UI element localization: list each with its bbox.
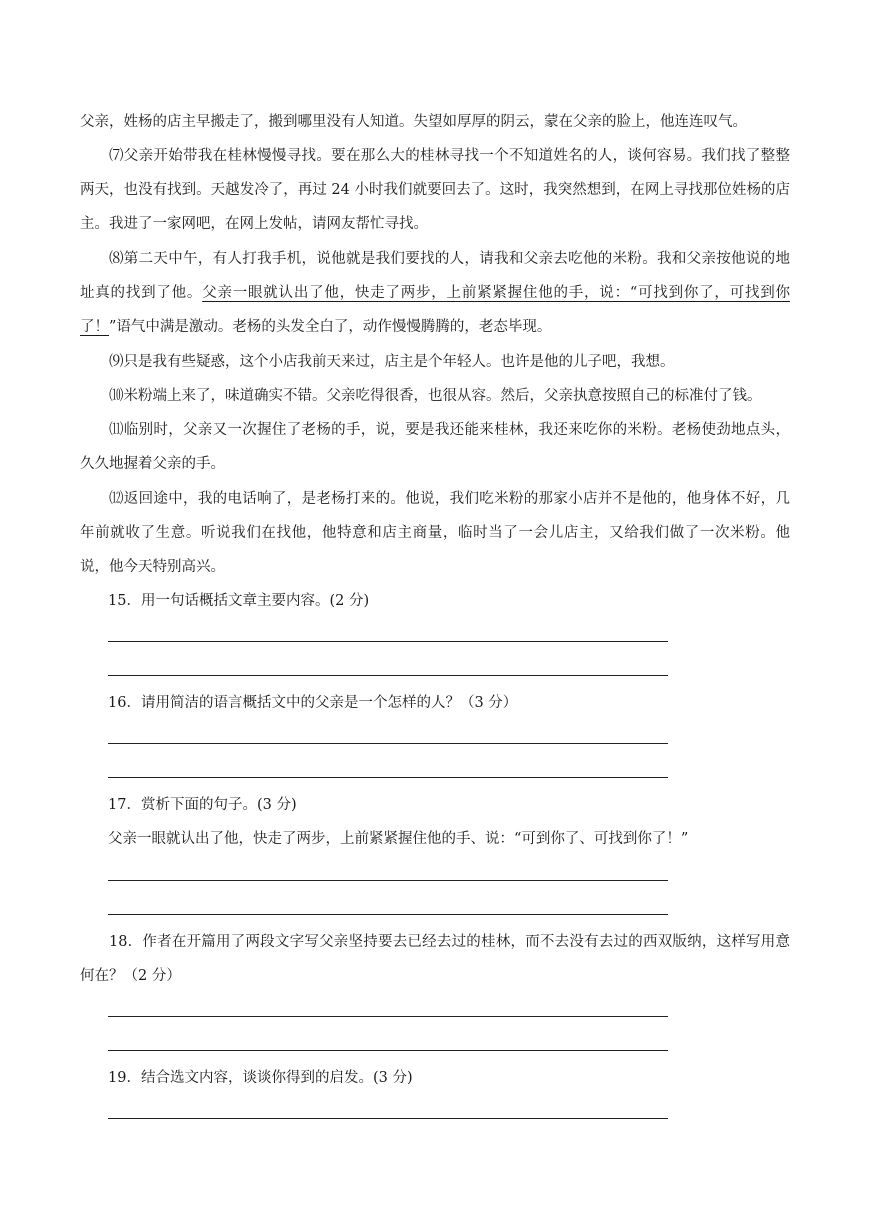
p8-lead-text: ⑻第二天中午，有人打我手机，说他就是我们要找的人，请我和父亲去吃他的米粉。我和父亲按他说的地址真的找到了他。 bbox=[80, 251, 790, 301]
answer-line[interactable] bbox=[108, 1050, 668, 1051]
answer-line[interactable] bbox=[108, 675, 668, 676]
passage-paragraph-7: ⑺父亲开始带我在桂林慢慢寻找。要在那么大的桂林寻找一个不知道姓名的人，谈何容易。我们找了整整两天，也没有找到。天越发冷了，再过 24 小时我们就要回去了。这时，我突然想到，在网上寻找那位姓杨的店主。我进了一家网吧，在网上发帖，请网友帮忙寻找。 bbox=[80, 148, 790, 232]
answer-line[interactable] bbox=[108, 743, 668, 744]
passage-paragraph-8 bbox=[80, 242, 790, 344]
question-15: 15．用一句话概括文章主要内容。(2 分) bbox=[108, 593, 370, 609]
question-19: 19．结合选文内容，谈谈你得到的启发。(3 分) bbox=[108, 1070, 413, 1086]
answer-line[interactable] bbox=[108, 641, 668, 642]
p8-underlined-sentence: 父亲一眼就认出了他，快走了两步，上前紧紧握住他的手，说：“可找到你了，可找到你了！ bbox=[80, 285, 790, 335]
passage-paragraph-9: ⑼只是我有些疑惑，这个小店我前天来过，店主是个年轻人。也许是他的儿子吧，我想。 bbox=[109, 354, 675, 370]
answer-line[interactable] bbox=[108, 914, 668, 915]
passage-paragraph-continued: 父亲，姓杨的店主早搬走了，搬到哪里没有人知道。失望如厚厚的阴云，蒙在父亲的脸上，他连连叹气。 bbox=[80, 114, 747, 130]
passage-paragraph-10: ⑽米粉端上来了，味道确实不错。父亲吃得很香，也很从容。然后，父亲执意按照自己的标准付了钱。 bbox=[109, 388, 762, 404]
answer-line[interactable] bbox=[108, 1118, 668, 1119]
answer-line[interactable] bbox=[108, 1016, 668, 1017]
question-17: 17．赏析下面的句子。(3 分) bbox=[108, 797, 297, 813]
question-17-sentence: 父亲一眼就认出了他，快走了两步，上前紧紧握住他的手、说：“可到你了、可找到你了！” bbox=[108, 831, 689, 847]
question-18: 18．作者在开篇用了两段文字写父亲坚持要去已经去过的桂林，而不去没有去过的西双版纳，这样写用意何在？（2 分） bbox=[80, 934, 790, 984]
passage-paragraph-12: ⑿返回途中，我的电话响了，是老杨打来的。他说，我们吃米粉的那家小店并不是他的，他身体不好，几年前就收了生意。听说我们在找他，他特意和店主商量，临时当了一会儿店主，又给我们做了一次米粉。他说，他今天特别高兴。 bbox=[80, 491, 790, 575]
question-16: 16．请用简洁的语言概括文中的父亲是一个怎样的人？（3 分） bbox=[108, 695, 518, 711]
answer-line[interactable] bbox=[108, 777, 668, 778]
answer-line[interactable] bbox=[108, 880, 668, 881]
p8-tail-text: ”语气中满是激动。老杨的头发全白了，动作慢慢腾腾的，老态毕现。 bbox=[109, 319, 552, 335]
passage-paragraph-11: ⑾临别时，父亲又一次握住了老杨的手，说，要是我还能来桂林，我还来吃你的米粉。老杨使劲地点头，久久地握着父亲的手。 bbox=[80, 422, 790, 472]
